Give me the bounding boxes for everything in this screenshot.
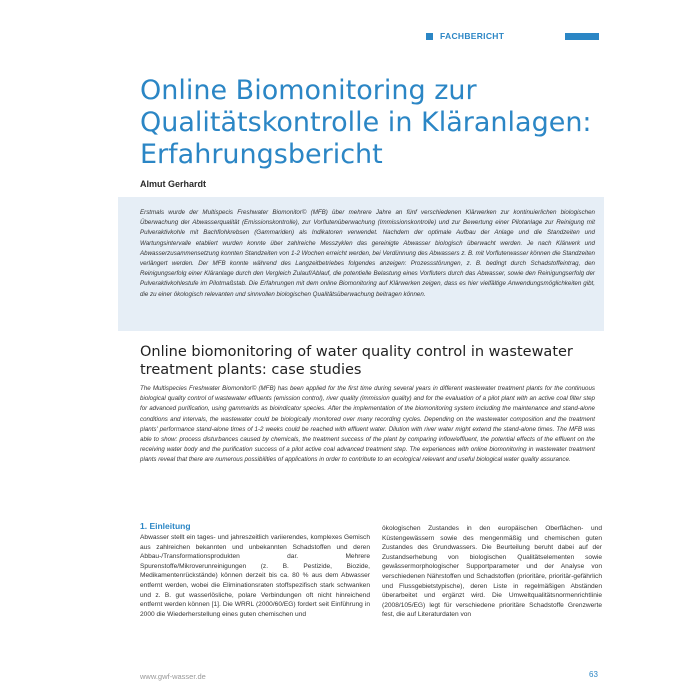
section-label: FACHBERICHT	[440, 31, 505, 41]
abstract-english: The Multispecies Freshwater Biomonitor© (MFB) has been applied for the first time during several years in different wastewater treatment plants for the continuous biological quality control of wastewater effluents (emission control), river quality (immission quality) and for the evaluation of a pilot plant with an active coal filter step for advanced purification, using gammarids as bioindicator species. After the implementation of the biomonitoring system including the maintenance and stand-alone conditions and intervals, the wastewater could be biologically monitored over many recording cycles. Depending on the wastewater composition and the treatment plants' performance stand-alone times of 1-2 weeks could be reached with effluent water. Dilution with river water might extend the stand-alone times. The MFB was able to show: process disturbances caused by chemicals, the treatment success of the plant by comparing inflow/effluent, the potential effects of the effluent on the receiving water body and the purification success of a pilot active coal advanced treatment step. The experiences with online biomonitoring in wastewater treatment plants reveal that there are numerous possibilities of applications in order to contribute to an ecological relevant and useful biological water quality assurance.	[140, 385, 595, 464]
footer-url: www.gwf-wasser.de	[140, 672, 206, 681]
header-accent-bar	[565, 33, 599, 40]
section-heading: 1. Einleitung	[140, 521, 191, 531]
english-title: Online biomonitoring of water quality control in wastewater treatment plants: case studies	[140, 344, 573, 378]
article-title: Online Biomonitoring zur Qualitätskontrolle in Kläranlagen: Erfahrungsbericht	[140, 75, 592, 170]
author-name: Almut Gerhardt	[140, 179, 207, 189]
page-number: 63	[589, 670, 598, 679]
abstract-german: Erstmals wurde der Multispecis Freshwater Biomonitor© (MFB) über mehrere Jahre an fünf verschiedenen Klärwerken zur kontinuierlichen biologischen Überwachung der Abwasserqualität (Emissionskontrolle), zur Vorflutenüberwachung (Immissionskontrolle) und zur Bewertung einer Pilotanlage zur Reinigung mit Pulveraktivkohle mit Bachflohkrebsen (Gammariden) als Indikatoren verwendet. Nachdem der optimale Aufbau der Anlage und die Standzeiten und Wartungsintervalle etabliert wurden konnte über zahlreiche Messzyklen das gereinigte Abwasser biologisch überwacht werden. Je nach Klärwerk und Abwasserzusammensetzung konnten Standzeiten von 1-2 Wochen erreicht werden, bei Verdünnung des Abwassers z. B. mit Vorfluterwasser können die Standzeiten verlängert werden. Der MFB konnte während des Langzeitbetriebes folgendes anzeigen: Prozessstörungen, z. B. bedingt durch Schadstoffeintrag, den Reinigungserfolg einer Kläranlage durch den Vergleich Zulauf/Ablauf, die potentielle Belastung eines Vorfluters durch das Abwasser, sowie den Reinigungserfolg der Pulveraktivkohlestufe im Pilotmaßstab. Die Erfahrungen mit dem online Biomonitoring auf Klärwerken zeigen, dass es hier vielfältige Anwendungsmöglichkeiten gibt, die zu einer ökologisch relevanten und sinnvollen biologischen Qualitätsüberwachung beitragen können.	[140, 209, 595, 298]
body-column-left: Abwasser stellt ein tages- und jahreszeitlich variierendes, komplexes Gemisch aus zahlreichen bekannten und unbekannten Schadstoffen und deren Abbau-/Transformationsprodukten dar. Mehrere Spurenstoffe/Mikroverunreinigungen (z. B. Pestizide, Biozide, Medikamentenrückstände) können derzeit bis ca. 80 % aus dem Abwasser entfernt werden, wobei die Eliminationsraten stoffspezifisch stark schwanken und z. B. gut wasserlösliche, polare Verbindungen oft nicht hinreichend entfernt werden können [1]. Die WRRL (2000/60/EG) fordert seit Einführung in 2000 die Wiederherstellung eines guten chemischen und	[140, 534, 370, 618]
body-column-right: ökologischen Zustandes in den europäischen Oberflächen- und Küstengewässern sowie des mengenmäßig und chemischen guten Zustandes des Grundwassers. Die Beurteilung beruht dabei auf der Zustandserhebung von biologischen Qualitätselementen sowie gewässermorphologischer Supportparameter und der Analyse von verschiedenen Nährstoffen und Schadstoffen (prioritäre, prioritär-gefährlich und Flussgebietstypische), deren Liste in regelmäßigen Abständen überarbeitet und ergänzt wird. Die Umweltqualitätsnormenrichtlinie (2008/105/EG) legt für verschiedene prioritäre Schadstoffe Grenzwerte fest, die auf Literaturdaten von	[382, 525, 602, 619]
header-marker-square	[426, 33, 433, 40]
